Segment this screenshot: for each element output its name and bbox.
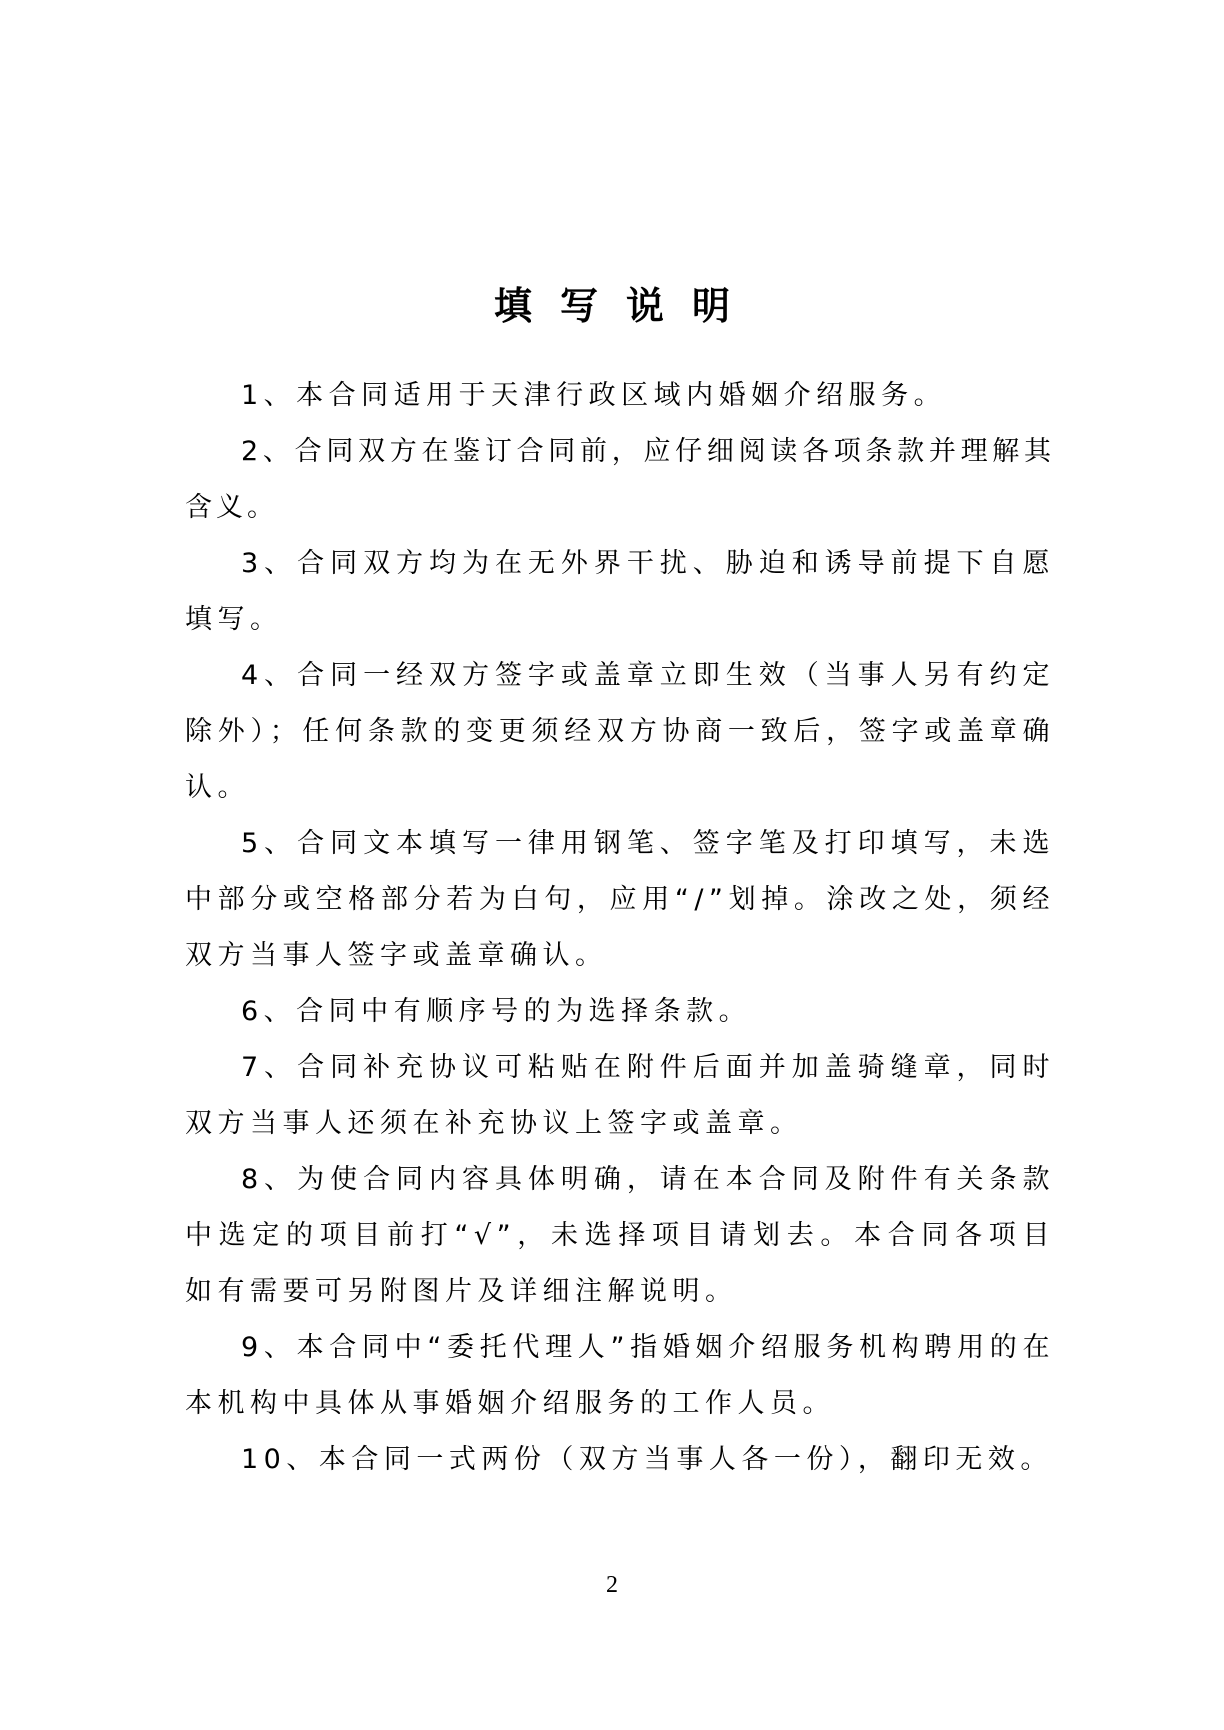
instruction-item-9: 9、本合同中“委托代理人”指婚姻介绍服务机构聘用的在本机构中具体从事婚姻介绍服务的工作人员。 [185, 1332, 1055, 1419]
instruction-item-3: 3、合同双方均为在无外界干扰、胁迫和诱导前提下自愿填写。 [185, 548, 1055, 635]
instruction-item-2: 2、合同双方在鉴订合同前，应仔细阅读各项条款并理解其含义。 [185, 436, 1055, 523]
instruction-item-10: 10、本合同一式两份（双方当事人各一份），翻印无效。 [241, 1444, 1053, 1475]
instructions-list [185, 368, 1055, 1488]
instruction-item-8: 8、为使合同内容具体明确，请在本合同及附件有关条款中选定的项目前打“√”，未选择项目请划去。本合同各项目如有需要可另附图片及详细注解说明。 [185, 1164, 1055, 1307]
page-title: 填写说明 [493, 284, 758, 328]
instruction-item-4: 4、合同一经双方签字或盖章立即生效（当事人另有约定除外）；任何条款的变更须经双方协商一致后，签字或盖章确认。 [185, 660, 1055, 803]
instruction-item-5: 5、合同文本填写一律用钢笔、签字笔及打印填写，未选中部分或空格部分若为白句，应用“/”划掉。涂改之处，须经双方当事人签字或盖章确认。 [185, 828, 1055, 971]
instruction-item-1: 1、本合同适用于天津行政区域内婚姻介绍服务。 [241, 380, 947, 411]
page-number: 2 [606, 1572, 618, 1598]
instruction-item-7: 7、合同补充协议可粘贴在附件后面并加盖骑缝章，同时双方当事人还须在补充协议上签字或盖章。 [185, 1052, 1055, 1139]
instruction-item-6: 6、合同中有顺序号的为选择条款。 [241, 996, 752, 1027]
